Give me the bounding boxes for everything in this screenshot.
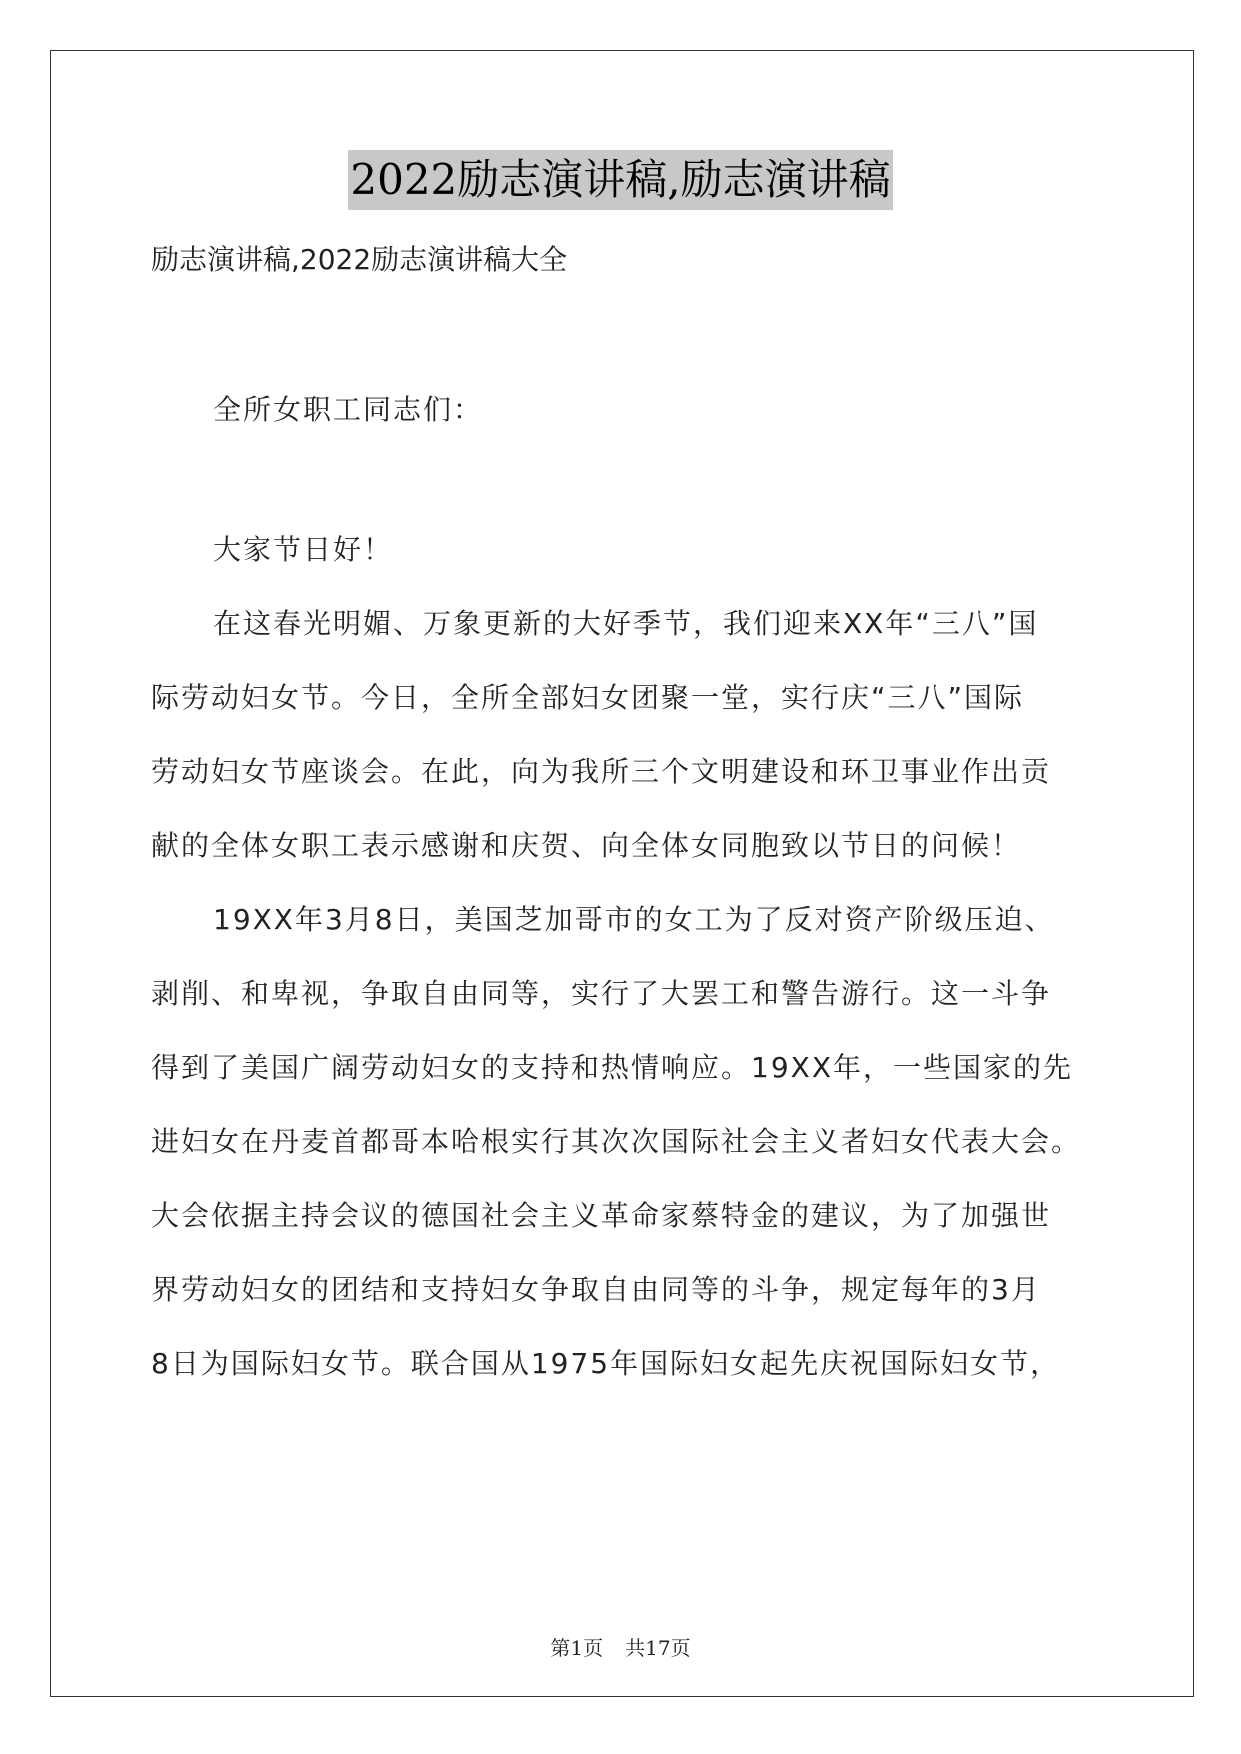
document-subtitle: 励志演讲稿,2022励志演讲稿大全 bbox=[151, 243, 568, 276]
paragraph-line: 界劳动妇女的团结和支持妇女争取自由同等的斗争，规定每年的3月 bbox=[151, 1273, 1041, 1306]
greeting: 大家节日好！ bbox=[213, 533, 394, 566]
salutation: 全所女职工同志们： bbox=[213, 393, 484, 426]
paragraph-2 bbox=[151, 898, 1091, 1416]
paragraph-line: 得到了美国广阔劳动妇女的支持和热情响应。19XX年，一些国家的先 bbox=[151, 1051, 1073, 1084]
paragraph-line: 剥削、和卑视，争取自由同等，实行了大罢工和警告游行。这一斗争 bbox=[151, 977, 1052, 1010]
paragraph-1 bbox=[151, 602, 1091, 898]
document-title: 2022励志演讲稿,励志演讲稿 bbox=[348, 150, 892, 210]
page-number: 第1页 bbox=[550, 1636, 604, 1660]
paragraph-line: 19XX年3月8日，美国芝加哥市的女工为了反对资产阶级压迫、 bbox=[213, 903, 1055, 936]
paragraph-line: 献的全体女职工表示感谢和庆贺、向全体女同胞致以节日的问候！ bbox=[151, 829, 1022, 862]
page-footer bbox=[0, 1632, 1241, 1661]
paragraph-line: 劳动妇女节座谈会。在此，向为我所三个文明建设和环卫事业作出贡 bbox=[151, 755, 1052, 788]
paragraph-line: 大会依据主持会议的德国社会主义革命家蔡特金的建议，为了加强世 bbox=[151, 1199, 1052, 1232]
paragraph-line: 际劳动妇女节。今日，全所全部妇女团聚一堂，实行庆“三八”国际 bbox=[151, 681, 1025, 714]
paragraph-line: 在这春光明媚、万象更新的大好季节，我们迎来XX年“三八”国 bbox=[213, 607, 1039, 640]
paragraph-line: 进妇女在丹麦首都哥本哈根实行其次次国际社会主义者妇女代表大会。 bbox=[151, 1125, 1082, 1158]
title-container bbox=[0, 150, 1241, 210]
paragraph-line: 8日为国际妇女节。联合国从1975年国际妇女起先庆祝国际妇女节， bbox=[151, 1347, 1061, 1380]
salutation-block bbox=[151, 388, 1091, 462]
greeting-block bbox=[151, 528, 1091, 602]
page-total: 共17页 bbox=[625, 1636, 691, 1660]
